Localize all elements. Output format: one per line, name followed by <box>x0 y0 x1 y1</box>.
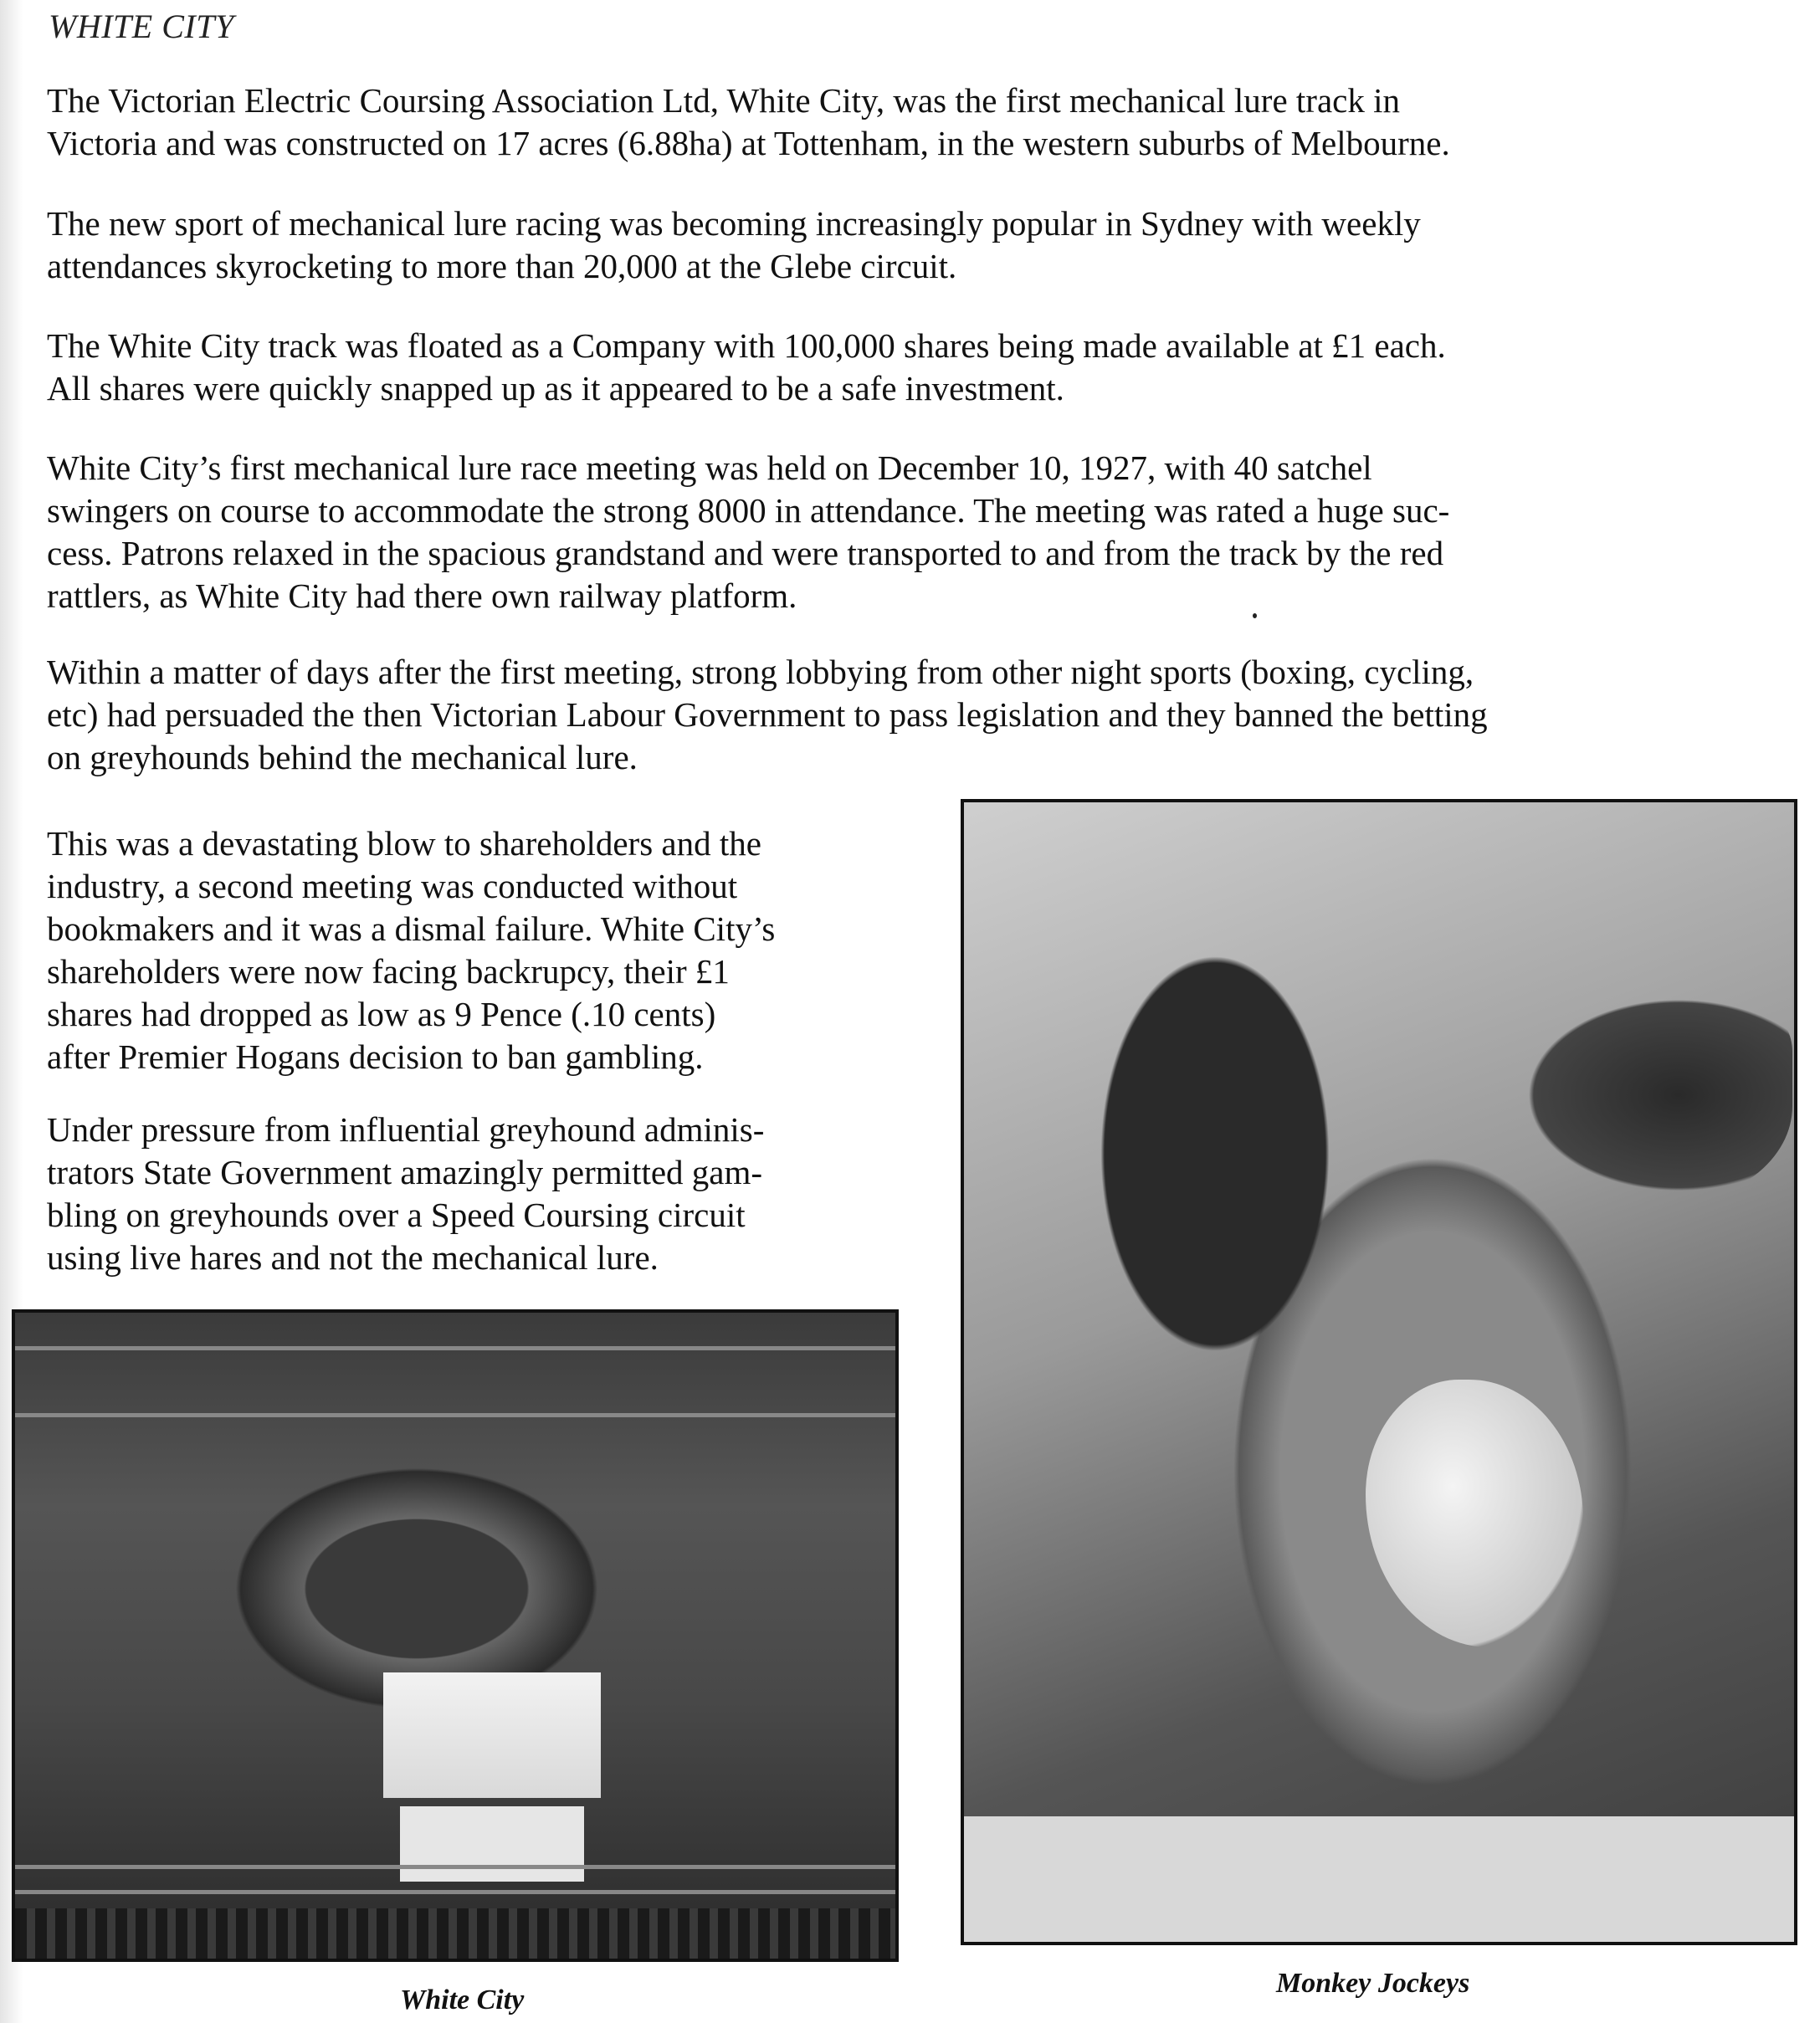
text-line: White City’s first mechanical lure race meeting was held on December 10, 1927, with 40 satchel <box>47 448 1372 487</box>
text-line: cess. Patrons relaxed in the spacious grandstand and were transported to and from the track by the red <box>47 534 1444 572</box>
text-line: Victoria and was constructed on 17 acres (6.88ha) at Tottenham, in the western suburbs of Melbourne. <box>47 124 1450 162</box>
text-line: shareholders were now facing backrupcy, their £1 <box>47 952 730 991</box>
caption-white-city: White City <box>400 1985 525 2015</box>
greyhound-head <box>1508 986 1792 1204</box>
text-line: shares had dropped as low as 9 Pence (.10 cents) <box>47 995 716 1033</box>
photo-monkey-jockey <box>961 799 1797 1945</box>
page-heading: WHITE CITY <box>49 8 234 45</box>
railway-line <box>15 1890 895 1894</box>
paragraph-intro <box>47 79 1771 165</box>
caption-monkey-jockeys: Monkey Jockeys <box>1276 1968 1470 1999</box>
text-line: using live hares and not the mechanical lure. <box>47 1238 659 1277</box>
text-line: trators State Government amazingly permitted gam- <box>47 1153 763 1191</box>
text-line: The new sport of mechanical lure racing was becoming increasingly popular in Sydney with weekly <box>47 204 1421 243</box>
text-line: attendances skyrocketing to more than 20,000 at the Glebe circuit. <box>47 247 957 285</box>
text-line: All shares were quickly snapped up as it appeared to be a safe investment. <box>47 369 1064 407</box>
text-line: The Victorian Electric Coursing Association Ltd, White City, was the first mechanical lure track in <box>47 81 1400 120</box>
road-line <box>15 1346 895 1350</box>
text-line: bookmakers and it was a dismal failure. White City’s <box>47 909 776 948</box>
paragraph-sydney <box>47 202 1771 288</box>
road-line <box>15 1413 895 1417</box>
text-line: Under pressure from influential greyhound adminis- <box>47 1110 765 1149</box>
text-line: The White City track was floated as a Company with 100,000 shares being made available at £1 each. <box>47 326 1446 365</box>
text-line: Within a matter of days after the first meeting, strong lobbying from other night sports (boxing, cycling, <box>47 653 1474 691</box>
grandstand-building <box>400 1806 584 1882</box>
paragraph-first-meeting <box>47 447 1771 617</box>
text-line: swingers on course to accommodate the strong 8000 in attendance. The meeting was rated a huge suc- <box>47 491 1450 530</box>
text-line: after Premier Hogans decision to ban gambling. <box>47 1037 704 1076</box>
text-line: etc) had persuaded the then Victorian Labour Government to pass legislation and they banned the betting <box>47 695 1488 734</box>
text-line: bling on greyhounds over a Speed Coursing circuit <box>47 1196 746 1234</box>
tree-line <box>15 1908 895 1959</box>
railway-line <box>15 1865 895 1869</box>
text-line: rattlers, as White City had there own railway platform. <box>47 576 797 615</box>
text-line: This was a devastating blow to shareholders and the <box>47 824 761 863</box>
greyhound-leg-highlight <box>1366 1380 1583 1647</box>
text-line: on greyhounds behind the mechanical lure. <box>47 738 638 776</box>
grandstand-building <box>383 1672 601 1798</box>
text-line: industry, a second meeting was conducted without <box>47 867 738 905</box>
aerial-photo-white-city <box>12 1309 899 1962</box>
print-speck <box>1253 613 1257 618</box>
paragraph-ban <box>47 651 1771 779</box>
paragraph-shares <box>47 325 1771 410</box>
paragraph-speed-coursing <box>47 1109 925 1279</box>
paragraph-devastation <box>47 822 925 1078</box>
